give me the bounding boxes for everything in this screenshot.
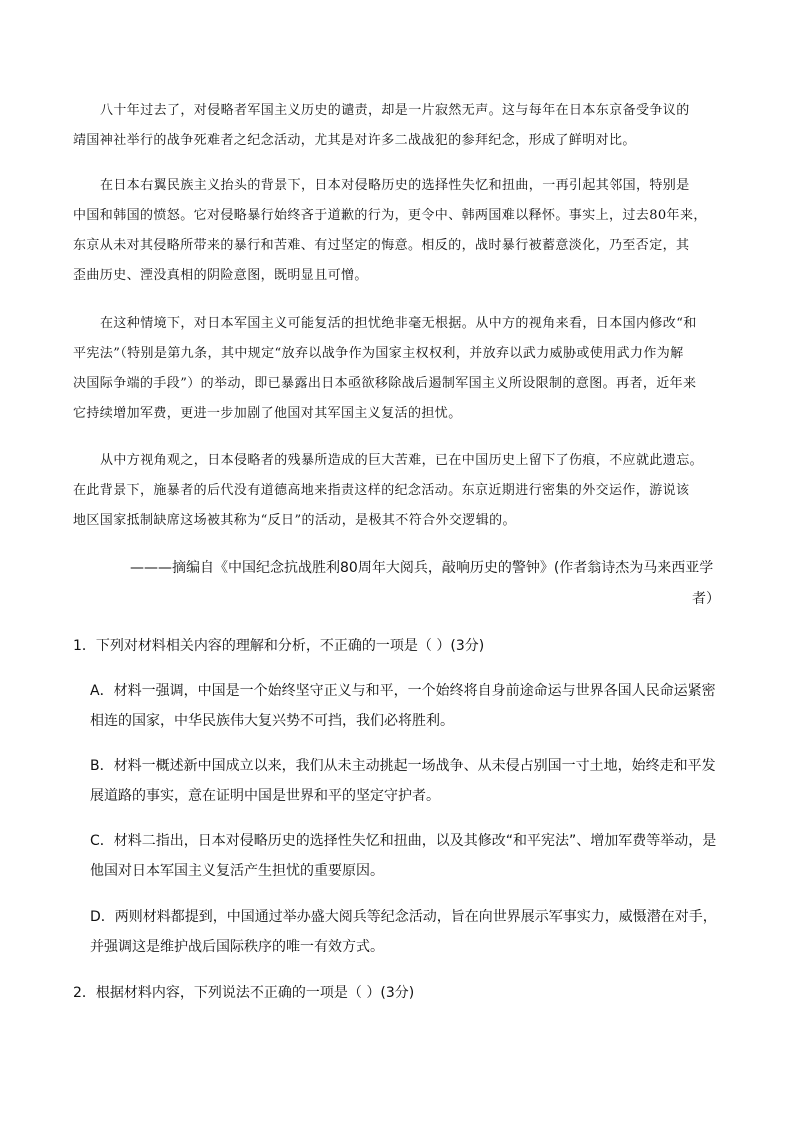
source-citation [130, 553, 720, 615]
text-line: 歪曲历史、湮没真相的阴险意图，既明显且可憎。 [73, 268, 368, 283]
text-line: 从中方视角观之，日本侵略者的残暴所造成的巨大苦难，已在中国历史上留下了伤痕，不应就此遗忘。 [100, 453, 704, 468]
question-2-stem: 2．根据材料内容，下列说法不正确的一项是（ ）(3分) [73, 985, 415, 1001]
text-line: 东京从未对其侵略所带来的暴行和苦难、有过坚定的悔意。相反的，战时暴行被蓄意淡化，乃至否定，其 [73, 238, 690, 253]
question-1-stem: 1．下列对材料相关内容的理解和分析，不正确的一项是（ ）(3分) [73, 638, 485, 654]
question-1-option-b [90, 751, 730, 811]
text-line: 靖国神社举行的战争死难者之纪念活动，尤其是对许多二战战犯的参拜纪念，形成了鲜明对比。 [73, 133, 636, 148]
option-line: 他国对日本军国主义复活产生担忧的重要原因。 [90, 863, 384, 879]
option-line: 展道路的事实，意在证明中国是世界和平的坚定守护者。 [90, 788, 440, 804]
material-paragraph-1 [73, 96, 723, 156]
text-line: 在这种情境下，对日本军国主义可能复活的担忧绝非毫无根据。从中方的视角来看，日本国内修改“和 [100, 316, 697, 331]
citation-line: ———摘编自《中国纪念抗战胜利80周年大阅兵，敲响历史的警钟》(作者翁诗杰为马来西亚学 [130, 560, 714, 576]
question-1-option-a [90, 676, 730, 736]
material-paragraph-2 [73, 171, 723, 291]
material-paragraph-3 [73, 309, 723, 429]
option-line: A．材料一强调，中国是一个始终坚守正义与和平，一个始终将自身前途命运与世界各国人民命运紧密 [90, 683, 716, 699]
question-1-option-c [90, 826, 730, 886]
option-line: 相连的国家，中华民族伟大复兴势不可挡，我们必将胜利。 [90, 713, 454, 729]
option-line: C．材料二指出，日本对侵略历史的选择性失忆和扭曲，以及其修改“和平宪法”、增加军费等举动，是 [90, 833, 717, 849]
option-line: D．两则材料都提到，中国通过举办盛大阅兵等纪念活动，旨在向世界展示军事实力，威慑潜在对手， [90, 909, 717, 925]
question-1-option-d [90, 902, 730, 962]
option-line: B．材料一概述新中国成立以来，我们从未主动挑起一场战争、从未侵占别国一寸土地，始终走和平发 [90, 758, 716, 774]
material-paragraph-4 [73, 446, 723, 536]
text-line: 地区国家抵制缺席这场被其称为“反日”的活动，是极其不符合外交逻辑的。 [73, 513, 516, 528]
text-line: 八十年过去了，对侵略者军国主义历史的谴责，却是一片寂然无声。这与每年在日本东京备受争议的 [100, 103, 690, 118]
text-line: 决国际争端的手段”）的举动，即已暴露出日本亟欲移除战后遏制军国主义所设限制的意图。再者，近年来 [73, 376, 697, 391]
text-line: 它持续增加军费，更进一步加剧了他国对其军国主义复活的担忧。 [73, 406, 462, 421]
citation-line: 者） [692, 591, 720, 607]
text-line: 在日本右翼民族主义抬头的背景下，日本对侵略历史的选择性失忆和扭曲，一再引起其邻国，特别是 [100, 178, 690, 193]
option-line: 并强调这是维护战后国际秩序的唯一有效方式。 [90, 939, 384, 955]
text-line: 平宪法”（特别是第九条，其中规定“放弃以战争作为国家主权权利，并放弃以武力威胁或使用武力作为解 [73, 346, 684, 361]
text-line: 在此背景下，施暴者的后代没有道德高地来指责这样的纪念活动。东京近期进行密集的外交运作，游说该 [73, 483, 690, 498]
text-line: 中国和韩国的愤怒。它对侵略暴行始终吝于道歉的行为，更令中、韩两国难以释怀。事实上，过去80年来， [73, 208, 707, 223]
